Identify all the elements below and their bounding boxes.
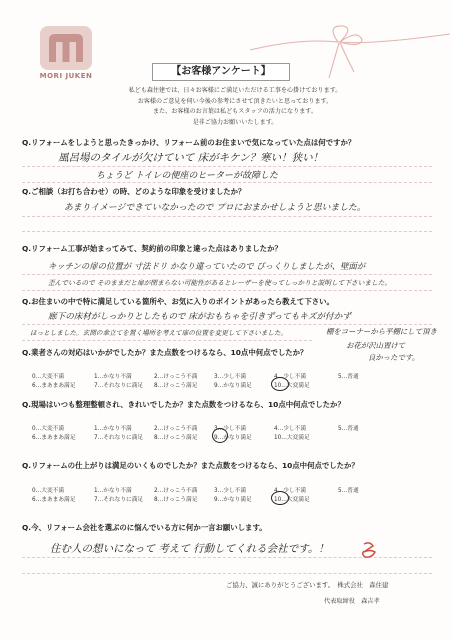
intro-line: お客様のご意見を伺い今後の参考にさせて頂きたいと思っております。: [137, 97, 333, 105]
score-circle-mark: [271, 377, 289, 391]
question-6: Q.現場はいつも整理整頓され、きれいでしたか？また点数をつけるなら、10点中何点でしたか？: [22, 400, 345, 409]
scale-label: 8…けっこう満足: [154, 383, 198, 389]
scale-label: 2…けっこう不満: [154, 374, 198, 380]
question-7: Q.リフォームの仕上がりは満足のいくものでしたか？また点数をつけるなら、10点中何点でしたか？: [22, 461, 359, 470]
answer-rule: [22, 182, 432, 183]
answer-3-line-1: キッチンの扉の位置が 寸法ドリ かなり違っていたので びっくりしましたが、壁面が: [48, 261, 366, 271]
question-3: Q.リフォーム工事が始まってみて、契約前の印象と違った点はありましたか？: [22, 244, 282, 253]
intro-line: 是非ご協力お願いいたします。: [192, 118, 278, 126]
scale-label: 7…それなりに満足: [94, 383, 144, 389]
answer-rule: [22, 231, 432, 232]
scale-label: 8…けっこう満足: [154, 435, 198, 441]
scale-label: 10…大変満足: [274, 383, 310, 389]
scale-label: 9…かなり満足: [214, 497, 252, 503]
scale-label: 1…かなり不満: [94, 426, 132, 432]
question-1: Q.リフォームをしようと思ったきっかけ、リフォーム前のお住まいで気になっていた点は何ですか？: [22, 138, 356, 147]
scale-label: 5…普通: [338, 426, 359, 432]
scale-label: 0…大変不満: [32, 374, 65, 380]
answer-4-line-5: 良かったです。: [368, 353, 420, 362]
scale-label: 6…まあまあ満足: [32, 497, 76, 503]
scale-label: 4…少し不満: [274, 426, 307, 432]
scale-label: 3…少し不満: [214, 374, 247, 380]
company-logo: [33, 26, 99, 80]
signature: 代表取締役 森吉孝: [324, 598, 380, 605]
answer-4-line-2: ほっとしました。玄関の傘立てを置く場所を考えて扉の位置を変更して下さいました。: [30, 329, 288, 337]
answer-8-line-1: 住む人の想いになって 考えて 行動してくれる会社です。！: [50, 543, 329, 555]
scale-label: 6…まあまあ満足: [32, 435, 76, 441]
score-circle-mark: [271, 491, 289, 505]
answer-4-line-1: 廊下の床材がしっかりとしたもので 床がおもちゃを引きずってもキズが付かず: [48, 312, 351, 322]
question-4: Q.お住まいの中で特に満足している箇所や、お気に入りのポイントがあったら教えて下さい。: [22, 297, 334, 306]
scale-label: 4…少し不満: [274, 488, 307, 494]
intro-text: [60, 86, 410, 128]
scale-label: 1…かなり不満: [94, 374, 132, 380]
answer-rule: [22, 166, 432, 167]
scale-label: 2…けっこう不満: [154, 426, 198, 432]
answer-rule: [22, 290, 432, 291]
scale-label: 4…少し不満: [274, 374, 307, 380]
footer-thanks: ご協力、誠にありがとうございます。 株式会社 森住建: [226, 581, 389, 589]
logo-mark-icon: [40, 26, 92, 70]
scale-label: 9…かなり満足: [214, 383, 252, 389]
logo-text: MORI JUKEN: [39, 72, 93, 80]
answer-4-line-4: お花が沢山置けて: [346, 341, 406, 350]
scale-label: 10…大変満足: [274, 435, 310, 441]
answer-rule: [22, 274, 432, 275]
hanko-stamp-icon: [358, 540, 380, 560]
intro-line: また、お客様のお言葉は私どもスタッフの活力になります。: [152, 108, 318, 115]
scale-label: 5…普通: [338, 374, 359, 380]
answer-rule: [22, 573, 432, 574]
answer-rule: [22, 216, 432, 217]
question-2: Q.ご相談（お打ち合わせ）の時、どのような印象を受けましたか？: [22, 187, 246, 196]
scale-label: 3…少し不満: [214, 488, 247, 494]
survey-title: 【お客様アンケート】: [152, 63, 290, 81]
scale-label: 9…かなり満足: [214, 435, 252, 441]
answer-2-line-1: あまりイメージできていなかったので プロにおまかせしようと思いました。: [64, 203, 366, 213]
scale-label: 0…大変不満: [32, 488, 65, 494]
scale-label: 1…かなり不満: [94, 488, 132, 494]
intro-line: 私ども森住建では、日々お客様にご満足いただける工事を心掛けております。: [128, 87, 342, 94]
answer-rule: [22, 324, 432, 325]
answer-4-line-3: 棚をコーナーから平棚にして頂き: [326, 327, 437, 336]
scale-label: 8…けっこう満足: [154, 497, 198, 503]
answer-1-line-1: 風呂場のタイルが欠けていて 床がキケン？寒い！狭い！: [58, 152, 324, 164]
scale-label: 3…少し不満: [214, 426, 247, 432]
scale-label: 7…それなりに満足: [94, 435, 144, 441]
answer-1-line-2: ちょうど トイレの便座のヒーターが故障した: [96, 171, 279, 181]
scale-label: 7…それなりに満足: [94, 497, 144, 503]
answer-3-line-2: 歪んでいるので そのままだと扉が閉まらない可能性があるとレーザーを使ってしっかりと説明して下さいました。: [48, 279, 392, 287]
question-5: Q.業者さんの対応はいかがでしたか？また点数をつけるなら、10点中何点でしたか？: [22, 348, 308, 357]
scale-label: 0…大変不満: [32, 426, 65, 432]
score-circle-mark: [212, 428, 228, 443]
scale-label: 10…大変満足: [274, 497, 310, 503]
answer-rule: [22, 340, 312, 341]
question-8: Q.今、リフォーム会社を選ぶのに悩んでいる方に何か一言お願いします。: [22, 523, 267, 532]
scale-label: 6…まあまあ満足: [32, 383, 76, 389]
scale-label: 5…普通: [338, 488, 359, 494]
scale-label: 2…けっこう不満: [154, 488, 198, 494]
